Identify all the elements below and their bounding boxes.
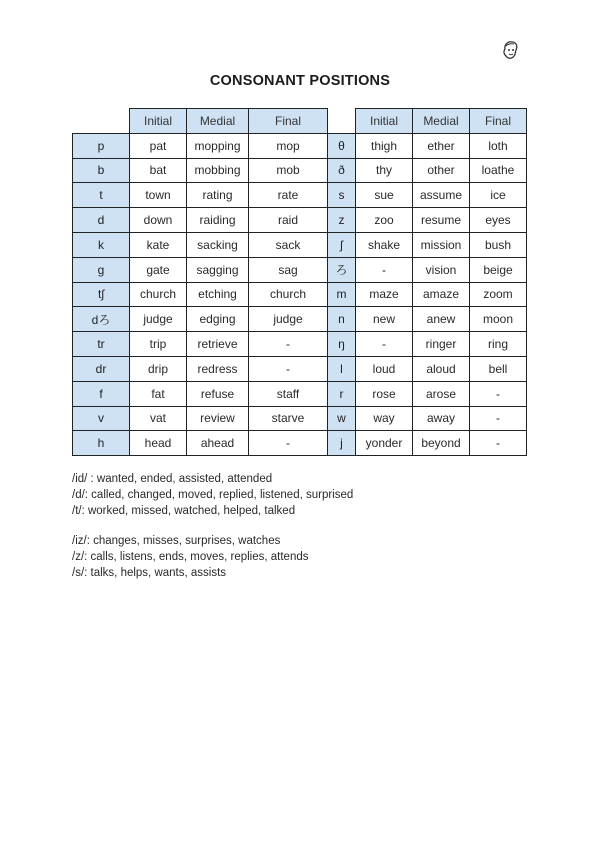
medial-cell: aloud bbox=[413, 356, 470, 381]
final-cell: sack bbox=[249, 232, 328, 257]
symbol-cell: s bbox=[328, 183, 356, 208]
initial-cell: gate bbox=[130, 257, 187, 282]
table-row bbox=[73, 381, 527, 406]
medial-cell: mission bbox=[413, 232, 470, 257]
symbol-cell: l bbox=[328, 356, 356, 381]
initial-cell: vat bbox=[130, 406, 187, 431]
initial-cell: head bbox=[130, 431, 187, 456]
table-row bbox=[73, 232, 527, 257]
final-cell: starve bbox=[249, 406, 328, 431]
medial-cell: arose bbox=[413, 381, 470, 406]
final-cell: moon bbox=[470, 307, 527, 332]
medial-cell: anew bbox=[413, 307, 470, 332]
final-cell: - bbox=[249, 332, 328, 357]
final-cell: mob bbox=[249, 158, 328, 183]
medial-cell: amaze bbox=[413, 282, 470, 307]
final-cell: - bbox=[470, 431, 527, 456]
page-title: CONSONANT POSITIONS bbox=[209, 73, 391, 89]
initial-cell: maze bbox=[356, 282, 413, 307]
header-final-2: Final bbox=[470, 109, 527, 134]
symbol-cell: t bbox=[73, 183, 130, 208]
final-cell: church bbox=[249, 282, 328, 307]
header-initial: Initial bbox=[130, 109, 187, 134]
medial-cell: other bbox=[413, 158, 470, 183]
table-row bbox=[73, 431, 527, 456]
initial-cell: - bbox=[356, 332, 413, 357]
final-cell: beige bbox=[470, 257, 527, 282]
final-cell: loathe bbox=[470, 158, 527, 183]
initial-cell: down bbox=[130, 208, 187, 233]
initial-cell: - bbox=[356, 257, 413, 282]
final-cell: bell bbox=[470, 356, 527, 381]
symbol-cell: ð bbox=[328, 158, 356, 183]
final-cell: - bbox=[470, 381, 527, 406]
medial-cell: etching bbox=[187, 282, 249, 307]
header-medial-2: Medial bbox=[413, 109, 470, 134]
header-medial: Medial bbox=[187, 109, 249, 134]
medial-cell: mopping bbox=[187, 133, 249, 158]
initial-cell: way bbox=[356, 406, 413, 431]
table-row bbox=[73, 257, 527, 282]
table-row bbox=[73, 282, 527, 307]
final-cell: judge bbox=[249, 307, 328, 332]
initial-cell: pat bbox=[130, 133, 187, 158]
final-cell: rate bbox=[249, 183, 328, 208]
initial-cell: bat bbox=[130, 158, 187, 183]
note-line: /d/: called, changed, moved, replied, listened, surprised bbox=[72, 489, 354, 501]
initial-cell: kate bbox=[130, 232, 187, 257]
medial-cell: review bbox=[187, 406, 249, 431]
medial-cell: raiding bbox=[187, 208, 249, 233]
table-row bbox=[73, 133, 527, 158]
symbol-cell: θ bbox=[328, 133, 356, 158]
medial-cell: ahead bbox=[187, 431, 249, 456]
initial-cell: trip bbox=[130, 332, 187, 357]
initial-cell: thigh bbox=[356, 133, 413, 158]
symbol-cell: k bbox=[73, 232, 130, 257]
medial-cell: ether bbox=[413, 133, 470, 158]
medial-cell: sacking bbox=[187, 232, 249, 257]
symbol-cell: tr bbox=[73, 332, 130, 357]
final-cell: mop bbox=[249, 133, 328, 158]
table-row bbox=[73, 356, 527, 381]
medial-cell: rating bbox=[187, 183, 249, 208]
final-cell: staff bbox=[249, 381, 328, 406]
initial-cell: shake bbox=[356, 232, 413, 257]
final-cell: - bbox=[249, 431, 328, 456]
medial-cell: ringer bbox=[413, 332, 470, 357]
final-cell: ice bbox=[470, 183, 527, 208]
medial-cell: vision bbox=[413, 257, 470, 282]
symbol-cell: dろ bbox=[73, 307, 130, 332]
table-row bbox=[73, 406, 527, 431]
initial-cell: rose bbox=[356, 381, 413, 406]
table-row bbox=[73, 307, 527, 332]
initial-cell: church bbox=[130, 282, 187, 307]
final-cell: - bbox=[249, 356, 328, 381]
symbol-cell: j bbox=[328, 431, 356, 456]
symbol-cell: g bbox=[73, 257, 130, 282]
symbol-cell: d bbox=[73, 208, 130, 233]
medial-cell: retrieve bbox=[187, 332, 249, 357]
header-initial-2: Initial bbox=[356, 109, 413, 134]
symbol-cell: ŋ bbox=[328, 332, 356, 357]
table-row bbox=[73, 208, 527, 233]
table-row bbox=[73, 183, 527, 208]
middle-blank bbox=[328, 109, 356, 134]
medial-cell: sagging bbox=[187, 257, 249, 282]
note-line: /z/: calls, listens, ends, moves, replies, attends bbox=[72, 551, 309, 563]
symbol-cell: ろ bbox=[328, 257, 356, 282]
symbol-cell: b bbox=[73, 158, 130, 183]
final-cell: zoom bbox=[470, 282, 527, 307]
header-final: Final bbox=[249, 109, 328, 134]
note-line: /iz/: changes, misses, surprises, watches bbox=[72, 535, 281, 547]
final-cell: eyes bbox=[470, 208, 527, 233]
initial-cell: drip bbox=[130, 356, 187, 381]
note-line: /id/ : wanted, ended, assisted, attended bbox=[72, 473, 273, 485]
medial-cell: beyond bbox=[413, 431, 470, 456]
medial-cell: away bbox=[413, 406, 470, 431]
initial-cell: loud bbox=[356, 356, 413, 381]
symbol-cell: z bbox=[328, 208, 356, 233]
final-cell: - bbox=[470, 406, 527, 431]
symbol-cell: f bbox=[73, 381, 130, 406]
consonant-table bbox=[72, 108, 527, 456]
final-cell: raid bbox=[249, 208, 328, 233]
symbol-cell: n bbox=[328, 307, 356, 332]
symbol-cell: tʃ bbox=[73, 282, 130, 307]
medial-cell: assume bbox=[413, 183, 470, 208]
table-row bbox=[73, 332, 527, 357]
initial-cell: town bbox=[130, 183, 187, 208]
table-row bbox=[73, 158, 527, 183]
symbol-cell: dr bbox=[73, 356, 130, 381]
medial-cell: mobbing bbox=[187, 158, 249, 183]
initial-cell: sue bbox=[356, 183, 413, 208]
final-cell: sag bbox=[249, 257, 328, 282]
final-cell: loth bbox=[470, 133, 527, 158]
symbol-cell: m bbox=[328, 282, 356, 307]
symbol-cell: ʃ bbox=[328, 232, 356, 257]
symbol-cell: p bbox=[73, 133, 130, 158]
symbol-cell: r bbox=[328, 381, 356, 406]
initial-cell: fat bbox=[130, 381, 187, 406]
notes bbox=[72, 471, 353, 581]
note-line: /t/: worked, missed, watched, helped, talked bbox=[72, 505, 296, 517]
medial-cell: resume bbox=[413, 208, 470, 233]
initial-cell: yonder bbox=[356, 431, 413, 456]
character-face-icon bbox=[500, 40, 520, 62]
initial-cell: thy bbox=[356, 158, 413, 183]
initial-cell: judge bbox=[130, 307, 187, 332]
final-cell: ring bbox=[470, 332, 527, 357]
medial-cell: redress bbox=[187, 356, 249, 381]
final-cell: bush bbox=[470, 232, 527, 257]
symbol-cell: v bbox=[73, 406, 130, 431]
initial-cell: zoo bbox=[356, 208, 413, 233]
medial-cell: refuse bbox=[187, 381, 249, 406]
note-line: /s/: talks, helps, wants, assists bbox=[72, 567, 227, 579]
symbol-cell: w bbox=[328, 406, 356, 431]
corner-blank bbox=[73, 109, 130, 134]
header-row bbox=[73, 109, 527, 134]
symbol-cell: h bbox=[73, 431, 130, 456]
medial-cell: edging bbox=[187, 307, 249, 332]
initial-cell: new bbox=[356, 307, 413, 332]
